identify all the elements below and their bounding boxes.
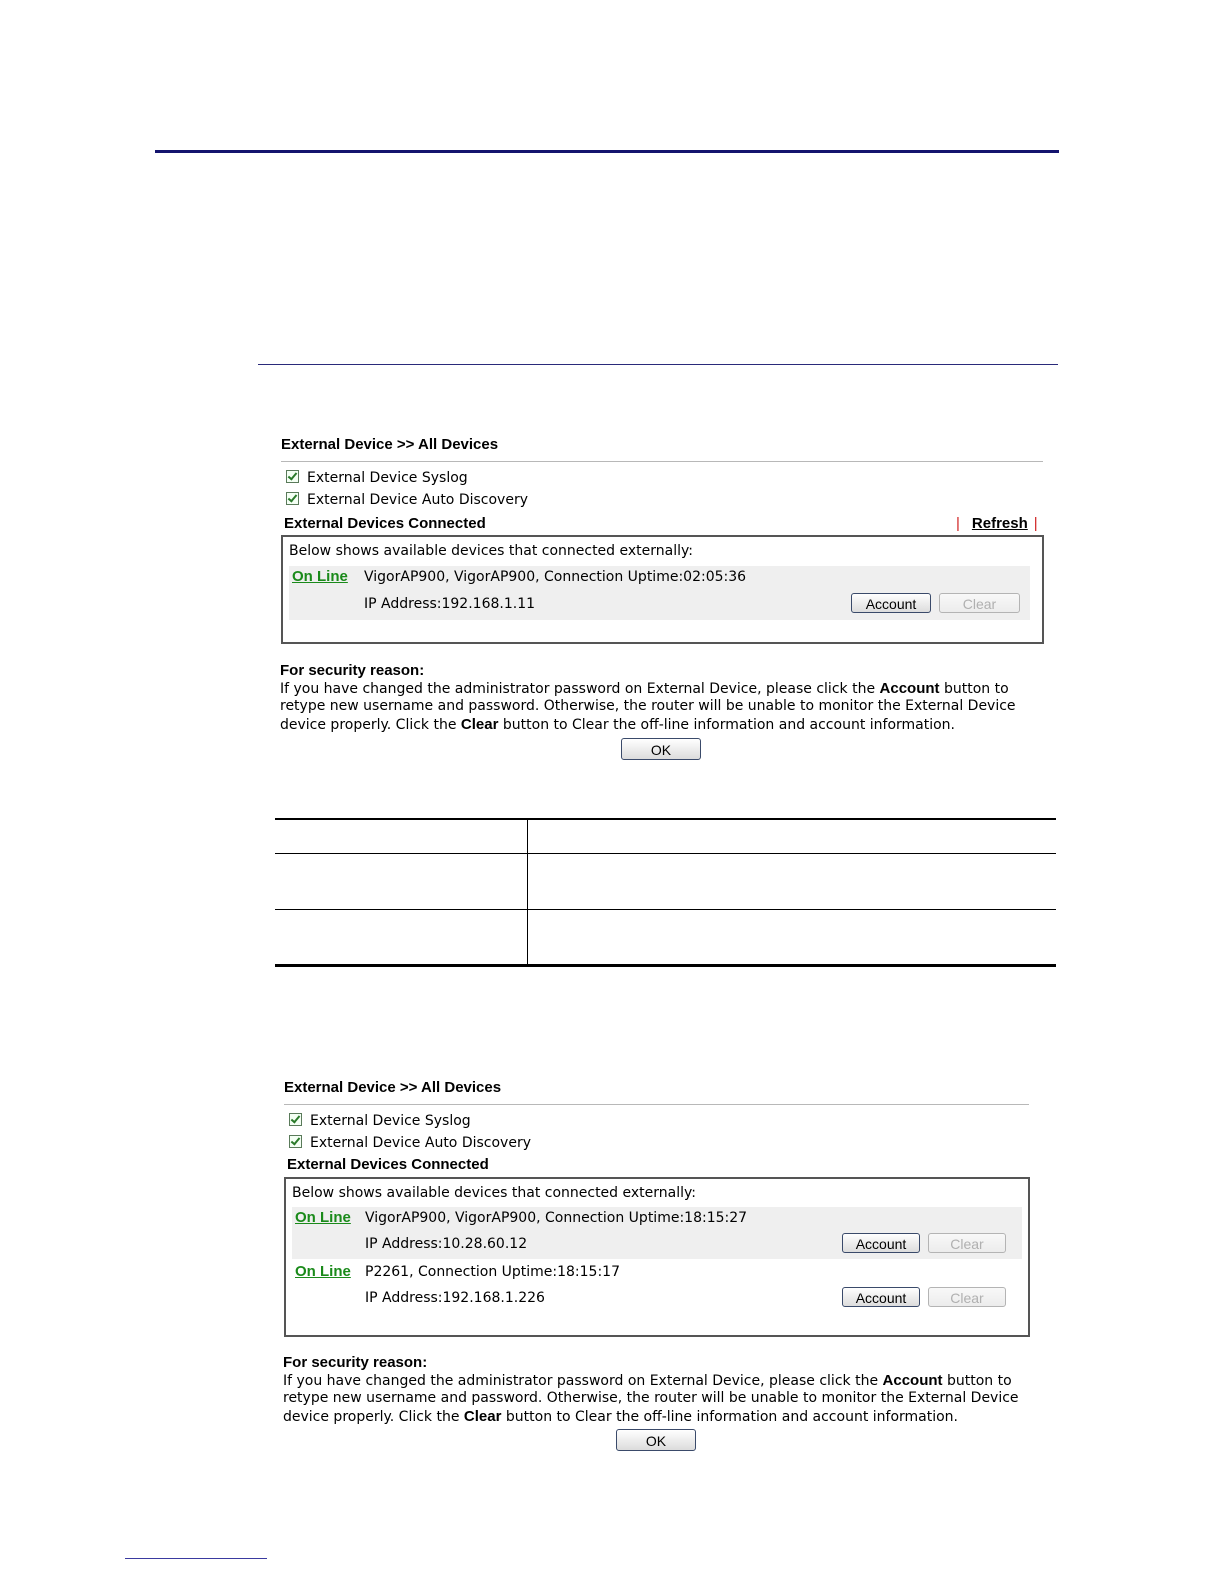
device-info: P2261, Connection Uptime:18:15:17 [365,1264,620,1280]
devices-lead-text: Below shows available devices that connected externally: [289,543,693,559]
syslog-label: External Device Syslog [310,1113,471,1129]
device-ip: IP Address:10.28.60.12 [365,1236,528,1252]
security-note [280,662,1050,734]
syslog-checkbox-row[interactable] [289,1113,471,1129]
device-ip: IP Address:192.168.1.226 [365,1290,545,1306]
refresh-control [956,515,1038,532]
clear-button[interactable]: Clear [939,593,1020,613]
title-divider [284,1104,1029,1105]
auto-discovery-label: External Device Auto Discovery [310,1135,531,1151]
account-button[interactable]: Account [842,1233,920,1253]
security-line-1: If you have changed the administrator password on External Device, please click the Account button to [280,679,1009,697]
security-line-3: device properly. Click the Clear button to Clear the off-line information and account information. [280,715,956,733]
security-line-3: device properly. Click the Clear button to Clear the off-line information and account information. [283,1407,959,1425]
security-line-2: retype new username and password. Otherwise, the router will be unable to monitor the External Device [280,698,1016,714]
page-title: External Device >> All Devices [284,1079,502,1096]
auto-discovery-checkbox-row[interactable] [286,492,528,508]
parameter-table [275,818,1056,967]
auto-discovery-checkbox[interactable] [289,1135,302,1148]
device-row [292,1261,1022,1313]
connected-heading: External Devices Connected [284,515,486,532]
device-ip: IP Address:192.168.1.11 [364,596,536,612]
table-rule-top [275,818,1056,820]
section-rule [258,364,1058,365]
status-link[interactable]: On Line [295,1263,351,1280]
syslog-checkbox-row[interactable] [286,470,468,486]
status-link[interactable]: On Line [292,568,348,585]
device-info: VigorAP900, VigorAP900, Connection Uptime:02:05:36 [364,569,747,585]
header-rule [155,150,1059,153]
separator: | [1033,515,1038,532]
ok-button[interactable]: OK [621,738,701,760]
auto-discovery-checkbox[interactable] [286,492,299,505]
clear-button[interactable]: Clear [928,1287,1006,1307]
separator: | [956,515,960,532]
table-column-divider [527,818,528,967]
device-info: VigorAP900, VigorAP900, Connection Uptime:18:15:27 [365,1210,748,1226]
devices-lead-text: Below shows available devices that connected externally: [292,1185,696,1201]
table-rule [275,909,1056,910]
connected-heading: External Devices Connected [287,1156,489,1173]
account-button[interactable]: Account [851,593,931,613]
syslog-checkbox[interactable] [286,470,299,483]
table-rule [275,853,1056,854]
security-heading: For security reason: [280,662,425,679]
device-row [292,1207,1022,1259]
status-link[interactable]: On Line [295,1209,351,1226]
page-title: External Device >> All Devices [281,436,499,453]
syslog-checkbox[interactable] [289,1113,302,1126]
devices-box [284,1177,1030,1337]
devices-box [281,535,1044,644]
security-note [283,1354,1043,1426]
auto-discovery-label: External Device Auto Discovery [307,492,528,508]
title-divider [281,461,1043,462]
auto-discovery-checkbox-row[interactable] [289,1135,531,1151]
security-line-1: If you have changed the administrator password on External Device, please click the Account button to [283,1371,1012,1389]
table-rule-bottom [275,964,1056,967]
syslog-label: External Device Syslog [307,470,468,486]
security-line-2: retype new username and password. Otherwise, the router will be unable to monitor the External Device [283,1390,1019,1406]
account-button[interactable]: Account [842,1287,920,1307]
refresh-link[interactable]: Refresh [971,515,1028,532]
security-heading: For security reason: [283,1354,428,1371]
ok-button[interactable]: OK [616,1429,696,1451]
footer-rule [125,1558,267,1559]
device-row [289,566,1030,620]
clear-button[interactable]: Clear [928,1233,1006,1253]
